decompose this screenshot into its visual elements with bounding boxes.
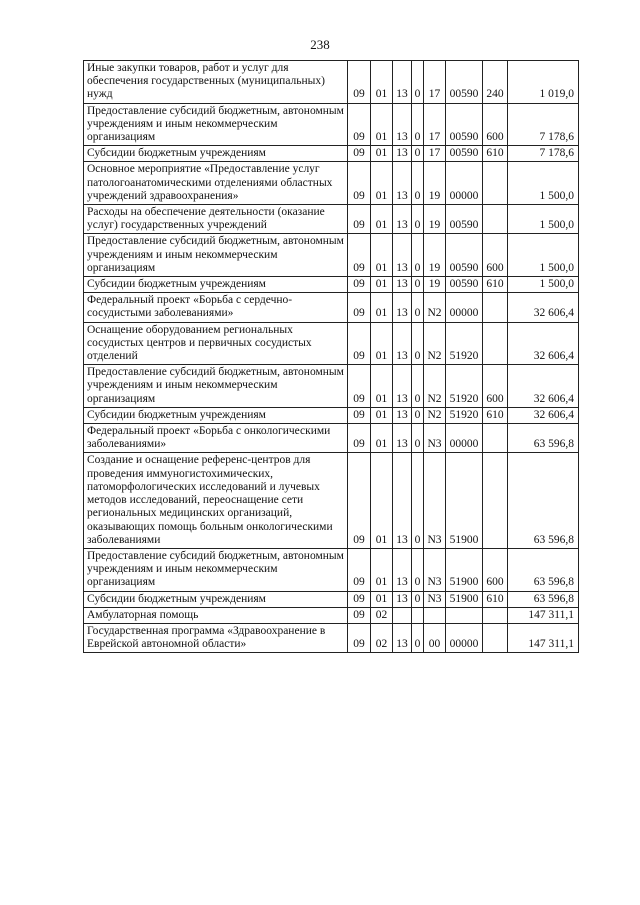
cell-subsection: 02 xyxy=(371,623,393,652)
cell-subprogram: 0 xyxy=(412,548,424,591)
cell-direction: 00590 xyxy=(446,234,483,277)
cell-amount: 63 596,8 xyxy=(508,591,579,607)
cell-expense-type: 610 xyxy=(483,146,508,162)
cell-name: Предоставление субсидий бюджетным, автономным учреждениям и иным некоммерческим организациям xyxy=(84,365,348,408)
cell-section: 09 xyxy=(348,424,371,453)
cell-section: 09 xyxy=(348,293,371,322)
cell-subprogram: 0 xyxy=(412,453,424,548)
cell-name: Предоставление субсидий бюджетным, автономным учреждениям и иным некоммерческим организациям xyxy=(84,548,348,591)
cell-expense-type xyxy=(483,293,508,322)
table-row xyxy=(84,146,579,162)
cell-section: 09 xyxy=(348,234,371,277)
cell-event: 17 xyxy=(424,103,446,146)
cell-section: 09 xyxy=(348,453,371,548)
cell-name: Основное мероприятие «Предоставление услуг патологоанатомическими отделениями областных учреждений здравоохранения» xyxy=(84,162,348,205)
cell-subprogram: 0 xyxy=(412,623,424,652)
cell-expense-type: 600 xyxy=(483,365,508,408)
cell-subsection: 01 xyxy=(371,453,393,548)
cell-amount: 63 596,8 xyxy=(508,548,579,591)
cell-subprogram: 0 xyxy=(412,234,424,277)
cell-name: Субсидии бюджетным учреждениям xyxy=(84,277,348,293)
cell-event: N2 xyxy=(424,407,446,423)
cell-subprogram: 0 xyxy=(412,293,424,322)
cell-name: Расходы на обеспечение деятельности (оказание услуг) государственных учреждений xyxy=(84,205,348,234)
cell-subsection: 01 xyxy=(371,424,393,453)
table-row xyxy=(84,234,579,277)
cell-direction: 00000 xyxy=(446,293,483,322)
cell-direction: 00590 xyxy=(446,205,483,234)
table-row xyxy=(84,162,579,205)
cell-name: Предоставление субсидий бюджетным, автономным учреждениям и иным некоммерческим организациям xyxy=(84,234,348,277)
cell-program: 13 xyxy=(393,453,412,548)
cell-expense-type xyxy=(483,162,508,205)
cell-name: Федеральный проект «Борьба с онкологическими заболеваниями» xyxy=(84,424,348,453)
cell-subsection: 01 xyxy=(371,162,393,205)
table-body xyxy=(84,61,579,653)
cell-expense-type: 610 xyxy=(483,277,508,293)
cell-name: Оснащение оборудованием региональных сосудистых центров и первичных сосудистых отделений xyxy=(84,322,348,365)
cell-amount: 32 606,4 xyxy=(508,407,579,423)
cell-program: 13 xyxy=(393,548,412,591)
cell-section: 09 xyxy=(348,103,371,146)
cell-section: 09 xyxy=(348,548,371,591)
cell-section: 09 xyxy=(348,205,371,234)
cell-subsection: 01 xyxy=(371,407,393,423)
cell-expense-type: 600 xyxy=(483,103,508,146)
cell-subsection: 01 xyxy=(371,205,393,234)
cell-amount: 1 500,0 xyxy=(508,162,579,205)
cell-subsection: 01 xyxy=(371,234,393,277)
cell-subprogram: 0 xyxy=(412,103,424,146)
cell-name: Государственная программа «Здравоохранение в Еврейской автономной области» xyxy=(84,623,348,652)
cell-direction: 51900 xyxy=(446,591,483,607)
cell-direction: 51920 xyxy=(446,407,483,423)
cell-subprogram: 0 xyxy=(412,322,424,365)
cell-name: Иные закупки товаров, работ и услуг для обеспечения государственных (муниципальных) нужд xyxy=(84,61,348,104)
cell-event: 19 xyxy=(424,205,446,234)
cell-subprogram: 0 xyxy=(412,205,424,234)
cell-name: Субсидии бюджетным учреждениям xyxy=(84,591,348,607)
cell-section: 09 xyxy=(348,407,371,423)
cell-expense-type: 240 xyxy=(483,61,508,104)
cell-subsection: 01 xyxy=(371,61,393,104)
table-row xyxy=(84,103,579,146)
cell-program: 13 xyxy=(393,234,412,277)
cell-event: N2 xyxy=(424,322,446,365)
cell-name: Федеральный проект «Борьба с сердечно-сосудистыми заболеваниями» xyxy=(84,293,348,322)
cell-direction: 00590 xyxy=(446,61,483,104)
page-number: 238 xyxy=(310,37,330,52)
cell-subsection: 01 xyxy=(371,293,393,322)
cell-direction: 51900 xyxy=(446,453,483,548)
cell-event: N2 xyxy=(424,293,446,322)
cell-subsection: 01 xyxy=(371,591,393,607)
cell-subsection: 01 xyxy=(371,365,393,408)
cell-expense-type xyxy=(483,607,508,623)
table-row xyxy=(84,293,579,322)
cell-amount: 147 311,1 xyxy=(508,623,579,652)
cell-name: Амбулаторная помощь xyxy=(84,607,348,623)
table-row xyxy=(84,591,579,607)
cell-event: 17 xyxy=(424,61,446,104)
cell-event: 19 xyxy=(424,162,446,205)
table-row xyxy=(84,424,579,453)
cell-program: 13 xyxy=(393,424,412,453)
cell-program: 13 xyxy=(393,103,412,146)
cell-subsection: 01 xyxy=(371,146,393,162)
cell-event: N3 xyxy=(424,591,446,607)
cell-amount: 32 606,4 xyxy=(508,293,579,322)
cell-name: Субсидии бюджетным учреждениям xyxy=(84,146,348,162)
cell-subsection: 01 xyxy=(371,548,393,591)
table-row xyxy=(84,607,579,623)
cell-name: Предоставление субсидий бюджетным, автономным учреждениям и иным некоммерческим организациям xyxy=(84,103,348,146)
cell-direction: 00000 xyxy=(446,424,483,453)
cell-program: 13 xyxy=(393,407,412,423)
cell-program: 13 xyxy=(393,591,412,607)
cell-event xyxy=(424,607,446,623)
cell-amount: 1 019,0 xyxy=(508,61,579,104)
cell-program: 13 xyxy=(393,162,412,205)
cell-program: 13 xyxy=(393,277,412,293)
cell-program: 13 xyxy=(393,293,412,322)
cell-subsection: 02 xyxy=(371,607,393,623)
cell-expense-type: 610 xyxy=(483,407,508,423)
cell-program: 13 xyxy=(393,365,412,408)
cell-amount: 63 596,8 xyxy=(508,453,579,548)
cell-direction: 00590 xyxy=(446,277,483,293)
cell-subprogram: 0 xyxy=(412,61,424,104)
cell-direction xyxy=(446,607,483,623)
cell-expense-type xyxy=(483,322,508,365)
cell-subsection: 01 xyxy=(371,103,393,146)
cell-direction: 00590 xyxy=(446,103,483,146)
cell-amount: 32 606,4 xyxy=(508,365,579,408)
cell-amount: 1 500,0 xyxy=(508,234,579,277)
cell-direction: 00590 xyxy=(446,146,483,162)
cell-expense-type xyxy=(483,453,508,548)
cell-name: Субсидии бюджетным учреждениям xyxy=(84,407,348,423)
cell-subprogram: 0 xyxy=(412,365,424,408)
cell-section: 09 xyxy=(348,623,371,652)
cell-subprogram: 0 xyxy=(412,277,424,293)
cell-event: 17 xyxy=(424,146,446,162)
cell-amount: 147 311,1 xyxy=(508,607,579,623)
cell-expense-type: 600 xyxy=(483,234,508,277)
cell-event: N3 xyxy=(424,424,446,453)
table-row xyxy=(84,407,579,423)
cell-program: 13 xyxy=(393,61,412,104)
table-row xyxy=(84,548,579,591)
cell-direction: 00000 xyxy=(446,623,483,652)
cell-amount: 1 500,0 xyxy=(508,205,579,234)
cell-direction: 51900 xyxy=(446,548,483,591)
cell-section: 09 xyxy=(348,365,371,408)
table-row xyxy=(84,322,579,365)
cell-subsection: 01 xyxy=(371,322,393,365)
cell-section: 09 xyxy=(348,61,371,104)
cell-event: N3 xyxy=(424,548,446,591)
cell-program: 13 xyxy=(393,623,412,652)
cell-event: 00 xyxy=(424,623,446,652)
cell-expense-type: 610 xyxy=(483,591,508,607)
cell-subprogram: 0 xyxy=(412,591,424,607)
cell-section: 09 xyxy=(348,277,371,293)
cell-subprogram: 0 xyxy=(412,162,424,205)
cell-expense-type xyxy=(483,623,508,652)
cell-section: 09 xyxy=(348,162,371,205)
cell-amount: 63 596,8 xyxy=(508,424,579,453)
cell-direction: 51920 xyxy=(446,365,483,408)
cell-program: 13 xyxy=(393,146,412,162)
table-row xyxy=(84,453,579,548)
table-row xyxy=(84,365,579,408)
cell-program: 13 xyxy=(393,205,412,234)
table-row xyxy=(84,61,579,104)
table-row xyxy=(84,623,579,652)
cell-name: Создание и оснащение референс-центров для проведения иммуногистохимических, патоморфологических исследований и лучевых методов исследований, переоснащение сети региональных медицинских организаций, оказывающих помощь больным онкологическими заболеваниями xyxy=(84,453,348,548)
cell-expense-type xyxy=(483,205,508,234)
cell-program xyxy=(393,607,412,623)
cell-event: N3 xyxy=(424,453,446,548)
cell-section: 09 xyxy=(348,591,371,607)
cell-amount: 7 178,6 xyxy=(508,146,579,162)
cell-subprogram xyxy=(412,607,424,623)
table-row xyxy=(84,277,579,293)
cell-amount: 32 606,4 xyxy=(508,322,579,365)
cell-section: 09 xyxy=(348,607,371,623)
cell-subprogram: 0 xyxy=(412,146,424,162)
cell-event: N2 xyxy=(424,365,446,408)
cell-program: 13 xyxy=(393,322,412,365)
cell-subprogram: 0 xyxy=(412,407,424,423)
cell-section: 09 xyxy=(348,146,371,162)
cell-amount: 1 500,0 xyxy=(508,277,579,293)
cell-section: 09 xyxy=(348,322,371,365)
cell-event: 19 xyxy=(424,234,446,277)
budget-table xyxy=(83,60,579,653)
cell-event: 19 xyxy=(424,277,446,293)
cell-direction: 00000 xyxy=(446,162,483,205)
table-row xyxy=(84,205,579,234)
cell-expense-type: 600 xyxy=(483,548,508,591)
cell-direction: 51920 xyxy=(446,322,483,365)
cell-expense-type xyxy=(483,424,508,453)
cell-amount: 7 178,6 xyxy=(508,103,579,146)
cell-subsection: 01 xyxy=(371,277,393,293)
cell-subprogram: 0 xyxy=(412,424,424,453)
